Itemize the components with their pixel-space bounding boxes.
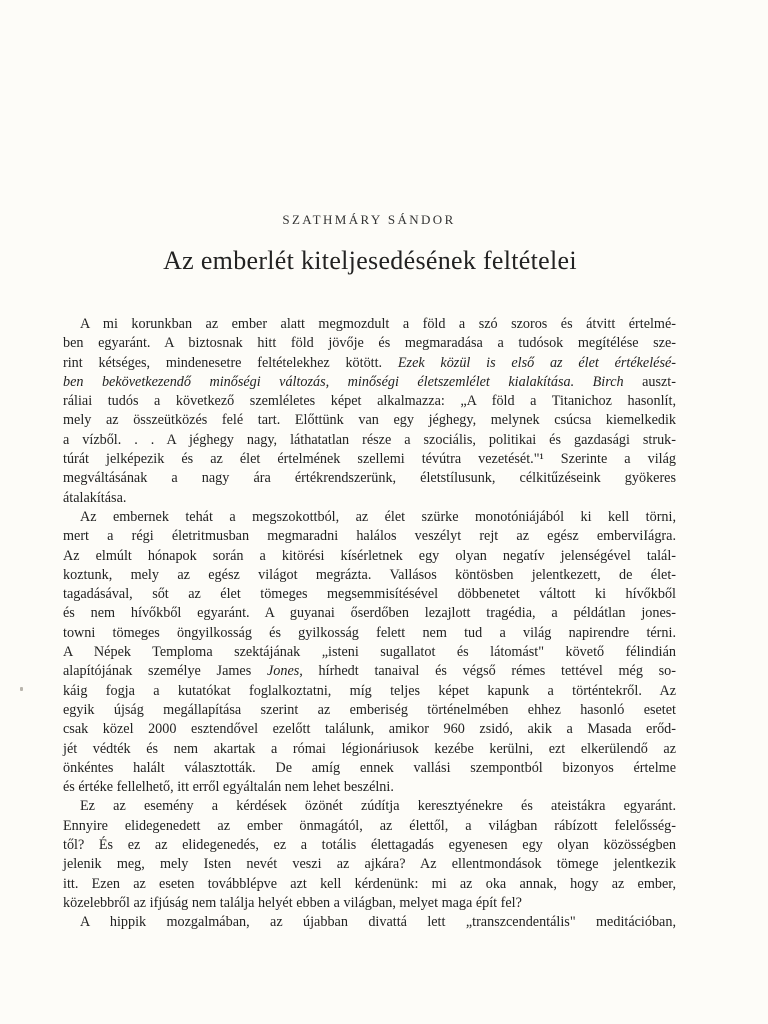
text-segment: koztunk, mely az egész világot megrázta. Vallásos köntösben jelentkezett, de élet-	[63, 566, 676, 583]
text-line	[63, 392, 676, 411]
text-segment: től? És ez az elidegenedés, ez a totális élettagadás egyenesen egy olyan közösségben	[63, 837, 676, 854]
text-line	[63, 431, 676, 450]
text-segment: Ez az esemény a kérdések özönét zúdítja keresztyénekre és ateistákra egyaránt.	[80, 798, 676, 815]
text-line	[63, 797, 676, 816]
text-segment: towni tömeges öngyilkosság és gyilkosság felett nem tud a világ napirendre térni.	[63, 624, 676, 641]
text-segment: rint kétséges, mindenesetre feltételekhez kötött.	[63, 354, 398, 371]
italic-text-segment: Jones,	[266, 663, 303, 680]
text-line	[63, 469, 676, 488]
text-segment: tagadásával, sőt az élet tömeges megsemmisítésével döbbenetet váltott ki hívőkből	[63, 586, 676, 603]
text-line	[63, 508, 676, 527]
text-segment: auszt-	[623, 373, 676, 390]
article-body	[63, 315, 676, 933]
text-segment: mely az összeütközés felé tart. Előttünk van egy jéghegy, melynek csúcsa kiemelkedik	[63, 412, 676, 429]
text-segment: hírhedt tanaival és végső rémes tettével még so-	[302, 663, 676, 680]
text-segment: és értéke fellelhető, itt erről egyáltalán nem lehet beszélni.	[63, 779, 394, 796]
article-title: Az emberlét kiteljesedésének feltételei	[163, 246, 577, 275]
text-segment: ben egyaránt. A biztosnak hitt föld jövője és megmaradása a tudósok megítélése sze-	[63, 335, 676, 352]
text-line	[63, 585, 676, 604]
text-segment: A mi korunkban az ember alatt megmozdult a föld a szó szoros és átvitt értelmé-	[80, 316, 676, 332]
text-line	[63, 566, 676, 585]
text-line	[63, 354, 676, 373]
text-line	[63, 411, 676, 430]
text-line	[63, 855, 676, 874]
text-line	[63, 643, 676, 662]
text-segment: A hippik mozgalmában, az újabban divattá lett „transzcendentális" meditációban,	[80, 914, 676, 931]
text-segment: megváltásának a nagy ára értékrendszerünk, életstílusunk, célkitűzéseink gyökeres	[63, 470, 676, 487]
text-segment: és nem hívőkből egyaránt. A guyanai őserdőben lezajlott tragédia, a példátlan jones-	[63, 605, 676, 622]
text-line	[63, 817, 676, 836]
text-line	[63, 527, 676, 546]
text-segment: a vízből. . . A jéghegy nagy, láthatatlan része a szociális, politikai és gazdasági struk-	[63, 431, 676, 448]
text-line	[63, 489, 676, 508]
text-segment: Ennyire elidegenedett az ember önmagától, az élettől, a világban rábízott felelősség-	[63, 817, 676, 834]
text-line	[63, 682, 676, 701]
text-line	[63, 913, 676, 932]
text-line	[63, 701, 676, 720]
text-line	[63, 604, 676, 623]
author-name: SZATHMÁRY SÁNDOR	[282, 212, 456, 227]
italic-text-segment: ben bekövetkezendő minőségi változás, minőségi életszemlélet kialakítása. Birch	[63, 373, 624, 390]
text-segment: ráliai tudós a következő szemléletes képet alkalmazza: „A föld a Titanichoz hasonlít,	[63, 393, 676, 410]
text-line	[63, 894, 676, 913]
text-line	[63, 759, 676, 778]
text-segment: átalakítása.	[63, 489, 127, 506]
text-segment: jelenik meg, mely Isten nevét veszi az ajkára? Az ellentmondások tömege jelentkezik	[63, 856, 676, 873]
margin-speck	[20, 687, 23, 691]
text-segment: itt. Ezen az eseten továbblépve azt kell kérdenünk: mi az oka annak, hogy az ember,	[63, 875, 676, 892]
italic-text-segment: Ezek közül is első az élet értékelésé-	[397, 354, 677, 371]
text-line	[63, 334, 676, 353]
text-line	[63, 875, 676, 894]
text-line	[63, 740, 676, 759]
text-segment: káig fogja a kutatókat foglalkoztatni, míg teljes képet kapunk a történtekről. Az	[63, 682, 676, 699]
text-line	[63, 450, 676, 469]
text-line	[63, 624, 676, 643]
text-line	[63, 547, 676, 566]
text-segment: közelebbről az ifjúság nem találja helyét ebben a világban, melyet maga épít fel?	[63, 894, 522, 911]
text-segment: önkéntes halált választották. De amíg ennek vallási szempontból bizonyos értelme	[63, 759, 676, 776]
text-line	[63, 373, 676, 392]
text-segment: A Népek Temploma szektájának „isteni sugallatot és látomást" követő félindián	[63, 644, 676, 661]
text-segment: túrát jelképezik és az élet értelmének szellemi tévútra vezetését."¹ Szerinte a világ	[63, 451, 676, 468]
text-line	[63, 720, 676, 739]
text-line	[63, 315, 676, 334]
text-segment: csak közel 2000 esztendővel ezelőtt találunk, amikor 960 zsidó, akik a Masada erőd-	[63, 721, 676, 738]
text-segment: mert a régi életritmusban megmaradni halálos veszélyt rejt az egész emberviIágra.	[63, 528, 676, 545]
text-segment: alapítójának személye James	[63, 663, 267, 680]
text-line	[63, 662, 676, 681]
text-segment: Az elmúlt hónapok során a kitörési kísérletnek egy olyan negatív jelenségével talál-	[63, 547, 676, 564]
text-line	[63, 778, 676, 797]
text-segment: Az embernek tehát a megszokottból, az élet szürke monotóniájából ki kell törni,	[80, 508, 676, 525]
text-segment: jét védték és nem akartak a római légionáriusok kezébe kerülni, ezt elkerülendő az	[63, 740, 676, 757]
text-segment: egyik újság megállapítása szerint az emberiség történelmében ehhez hasonló esetet	[63, 701, 676, 718]
text-line	[63, 836, 676, 855]
